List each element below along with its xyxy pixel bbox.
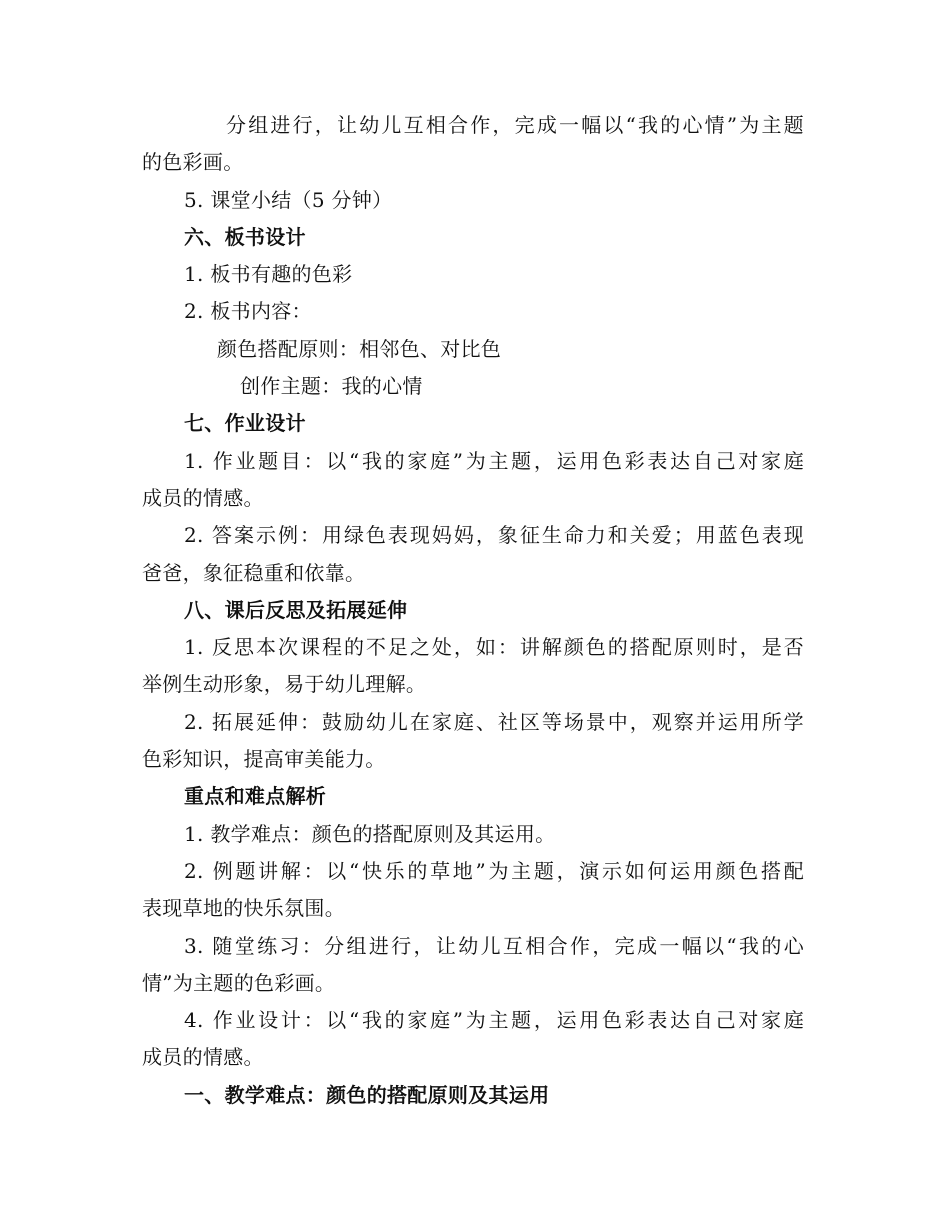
- paragraph-line: 爸爸，象征稳重和依靠。: [142, 560, 366, 585]
- section-heading: 八、课后反思及拓展延伸: [184, 597, 408, 622]
- paragraph-line: 成员的情感。: [142, 1045, 264, 1070]
- section-heading: 七、作业设计: [184, 411, 306, 436]
- paragraph-line: 色彩知识，提高审美能力。: [142, 747, 386, 772]
- document-body: [142, 107, 804, 1114]
- paragraph-line: 举例生动形象，易于幼儿理解。: [142, 672, 427, 697]
- list-item: 5. 课堂小结（5 分钟）: [184, 187, 393, 212]
- list-item: 1. 教学难点：颜色的搭配原则及其运用。: [184, 821, 556, 846]
- list-item: 1. 作业题目：以“我的家庭”为主题，运用色彩表达自己对家庭: [184, 448, 804, 473]
- list-item: 2. 例题讲解：以“快乐的草地”为主题，演示如何运用颜色搭配: [184, 858, 804, 883]
- list-item: 2. 板书内容：: [184, 299, 312, 324]
- paragraph-line: 成员的情感。: [142, 485, 264, 510]
- paragraph-line: 表现草地的快乐氛围。: [142, 896, 345, 921]
- section-heading: 六、板书设计: [184, 224, 306, 249]
- list-item: 1. 板书有趣的色彩: [184, 262, 353, 287]
- board-content-line: 颜色搭配原则：相邻色、对比色: [217, 336, 502, 361]
- paragraph-line: 分组进行，让幼儿互相合作，完成一幅以“我的心情”为主题: [226, 113, 804, 137]
- list-item: 4. 作业设计：以“我的家庭”为主题，运用色彩表达自己对家庭: [184, 1008, 804, 1033]
- paragraph-line: 情”为主题的色彩画。: [142, 970, 336, 995]
- board-content-line: 创作主题：我的心情: [240, 374, 423, 399]
- paragraph-line: 的色彩画。: [142, 150, 244, 175]
- section-heading: 重点和难点解析: [184, 784, 327, 809]
- list-item: 1. 反思本次课程的不足之处，如：讲解颜色的搭配原则时，是否: [184, 635, 804, 660]
- section-heading: 一、教学难点：颜色的搭配原则及其运用: [184, 1082, 550, 1107]
- list-item: 2. 拓展延伸：鼓励幼儿在家庭、社区等场景中，观察并运用所学: [184, 709, 804, 734]
- list-item: 2. 答案示例：用绿色表现妈妈，象征生命力和关爱；用蓝色表现: [184, 523, 804, 548]
- list-item: 3. 随堂练习：分组进行，让幼儿互相合作，完成一幅以“我的心: [184, 933, 804, 958]
